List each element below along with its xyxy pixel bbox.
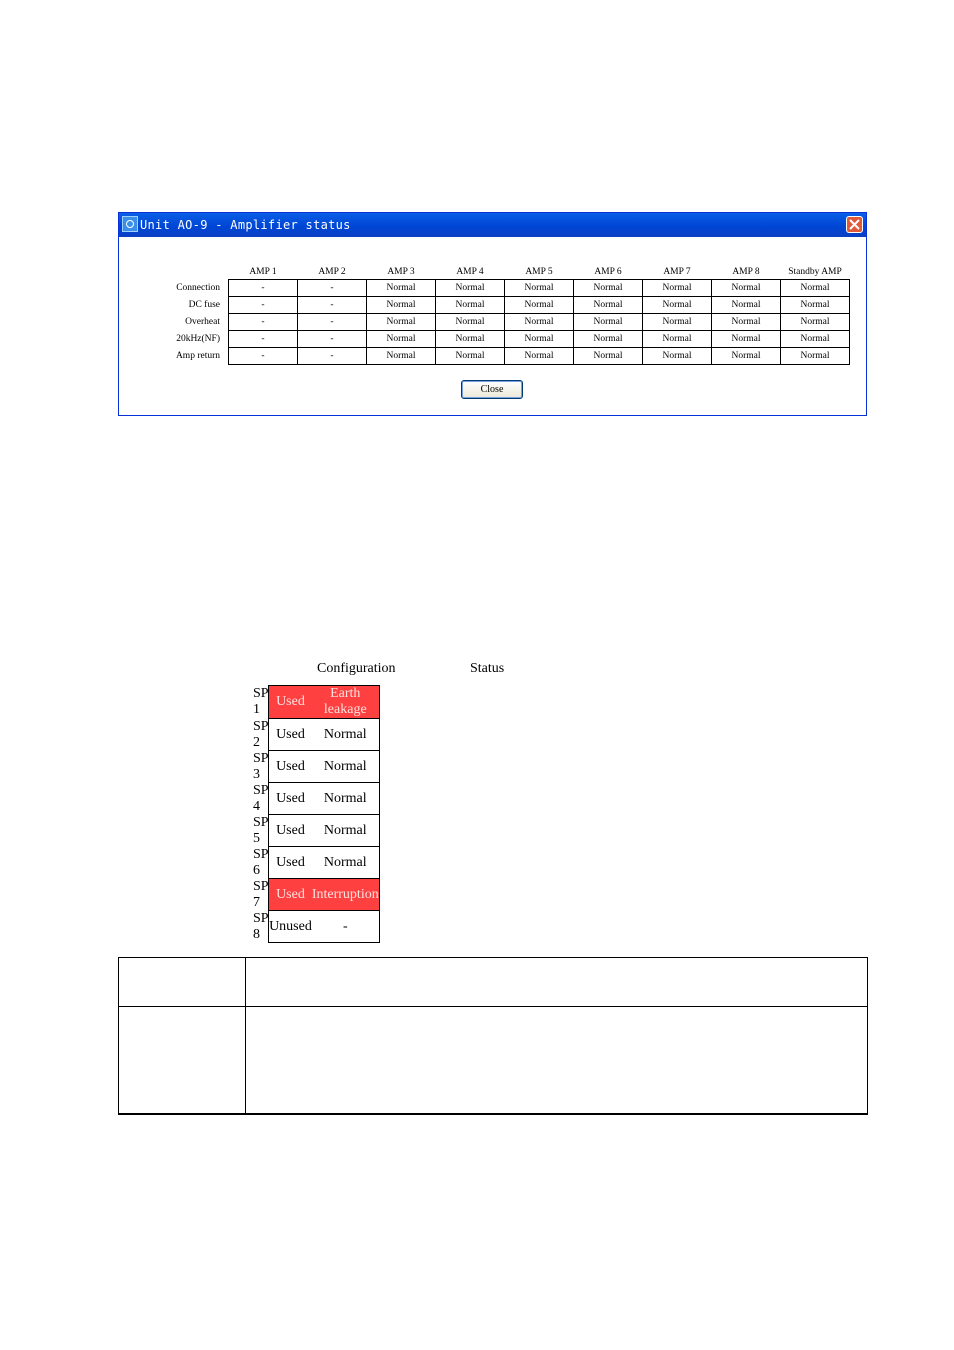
status-cell: Normal [712,297,781,314]
column-header: AMP 6 [594,267,622,277]
status-cell: Normal [643,331,712,348]
header-row [171,260,850,280]
status-cell: Normal [574,331,643,348]
window-title: Unit AO-9 - Amplifier status [140,218,351,232]
status-header: Status [470,661,505,676]
status-cell: - [229,348,298,365]
speaker-label: SP 3 [253,750,269,782]
speaker-row [246,719,379,751]
speaker-label: SP 4 [253,782,269,814]
status-cell: Normal [781,331,850,348]
app-icon [122,216,138,232]
status-cell: - [298,314,367,331]
configuration-cell: Used [269,847,312,879]
configuration-cell: Used [269,686,312,719]
speaker-row [246,847,379,879]
speaker-row [246,815,379,847]
row-label: 20kHz(NF) [176,334,220,344]
amplifier-status-dialog [118,212,867,416]
status-cell: Normal [312,751,379,783]
speaker-label: SP 1 [253,686,269,717]
table-row [119,958,868,1007]
status-cell: Normal [436,280,505,297]
table-row [171,348,850,365]
row-label: Connection [176,283,220,293]
status-cell: Normal [574,314,643,331]
configuration-cell: Used [269,751,312,783]
table-row [171,331,850,348]
status-cell: Earth leakage [312,686,379,719]
status-cell: Normal [505,280,574,297]
speaker-row [246,879,379,911]
column-header: AMP 2 [318,267,346,277]
status-cell: Normal [436,331,505,348]
close-button[interactable]: Close [461,380,523,399]
column-header: AMP 4 [456,267,484,277]
status-cell: Normal [312,815,379,847]
status-cell: - [229,331,298,348]
status-cell: - [298,280,367,297]
status-cell: - [229,297,298,314]
corner-header [171,260,229,280]
configuration-header: Configuration [317,661,396,676]
status-cell: Normal [436,348,505,365]
table-row [171,314,850,331]
status-cell: Normal [781,314,850,331]
status-cell: Normal [643,348,712,365]
configuration-cell: Unused [269,911,312,943]
speaker-row [246,911,379,943]
status-cell: Normal [574,280,643,297]
status-cell: Normal [505,331,574,348]
speaker-status-table [246,685,380,943]
title-bar[interactable] [119,213,866,237]
configuration-cell: Used [269,783,312,815]
status-cell: Normal [574,348,643,365]
table-cell [246,1007,868,1115]
status-cell: Normal [643,314,712,331]
status-cell: Normal [781,297,850,314]
column-header: AMP 8 [732,267,760,277]
column-header: AMP 7 [663,267,691,277]
status-cell: Normal [436,297,505,314]
status-cell: Normal [312,719,379,751]
table-cell [119,1007,246,1115]
configuration-cell: Used [269,815,312,847]
amplifier-status-table [171,260,850,365]
status-cell: Normal [643,280,712,297]
status-cell: Normal [712,331,781,348]
status-cell: Normal [436,314,505,331]
status-cell: Normal [367,314,436,331]
table-cell [119,958,246,1007]
status-cell: - [229,314,298,331]
status-cell: - [298,348,367,365]
row-label: Amp return [175,351,220,361]
status-cell: Normal [312,783,379,815]
status-cell: Interruption [312,879,379,911]
table-row [171,297,850,314]
status-cell: Normal [367,297,436,314]
speaker-label: SP 5 [253,814,269,846]
speaker-label: SP 2 [253,718,269,750]
speaker-label: SP 8 [253,910,269,942]
speaker-label: SP 7 [253,878,269,910]
table-cell [246,958,868,1007]
column-header: AMP 1 [249,267,277,277]
column-header: AMP 3 [387,267,415,277]
status-cell: Normal [574,297,643,314]
column-header: Standby AMP [788,267,842,277]
speaker-label: SP 6 [253,846,269,878]
status-cell: - [312,911,379,943]
status-cell: - [229,280,298,297]
close-window-icon[interactable] [846,216,863,233]
row-label: Overheat [185,317,220,327]
speaker-row [246,751,379,783]
status-cell: Normal [312,847,379,879]
row-label: DC fuse [188,300,220,310]
status-cell: Normal [712,280,781,297]
status-cell: Normal [505,297,574,314]
table-row [171,280,850,297]
status-cell: Normal [367,280,436,297]
speaker-row [246,783,379,815]
configuration-cell: Used [269,879,312,911]
status-cell: Normal [367,331,436,348]
speaker-row [246,686,379,719]
status-cell: Normal [367,348,436,365]
status-cell: Normal [505,314,574,331]
status-cell: Normal [712,314,781,331]
table-row [119,1007,868,1115]
status-cell: Normal [712,348,781,365]
status-cell: Normal [781,348,850,365]
status-cell: - [298,331,367,348]
status-cell: Normal [781,280,850,297]
column-header: AMP 5 [525,267,553,277]
status-cell: Normal [643,297,712,314]
configuration-cell: Used [269,719,312,751]
status-cell: - [298,297,367,314]
document-table [118,957,868,1115]
status-cell: Normal [505,348,574,365]
